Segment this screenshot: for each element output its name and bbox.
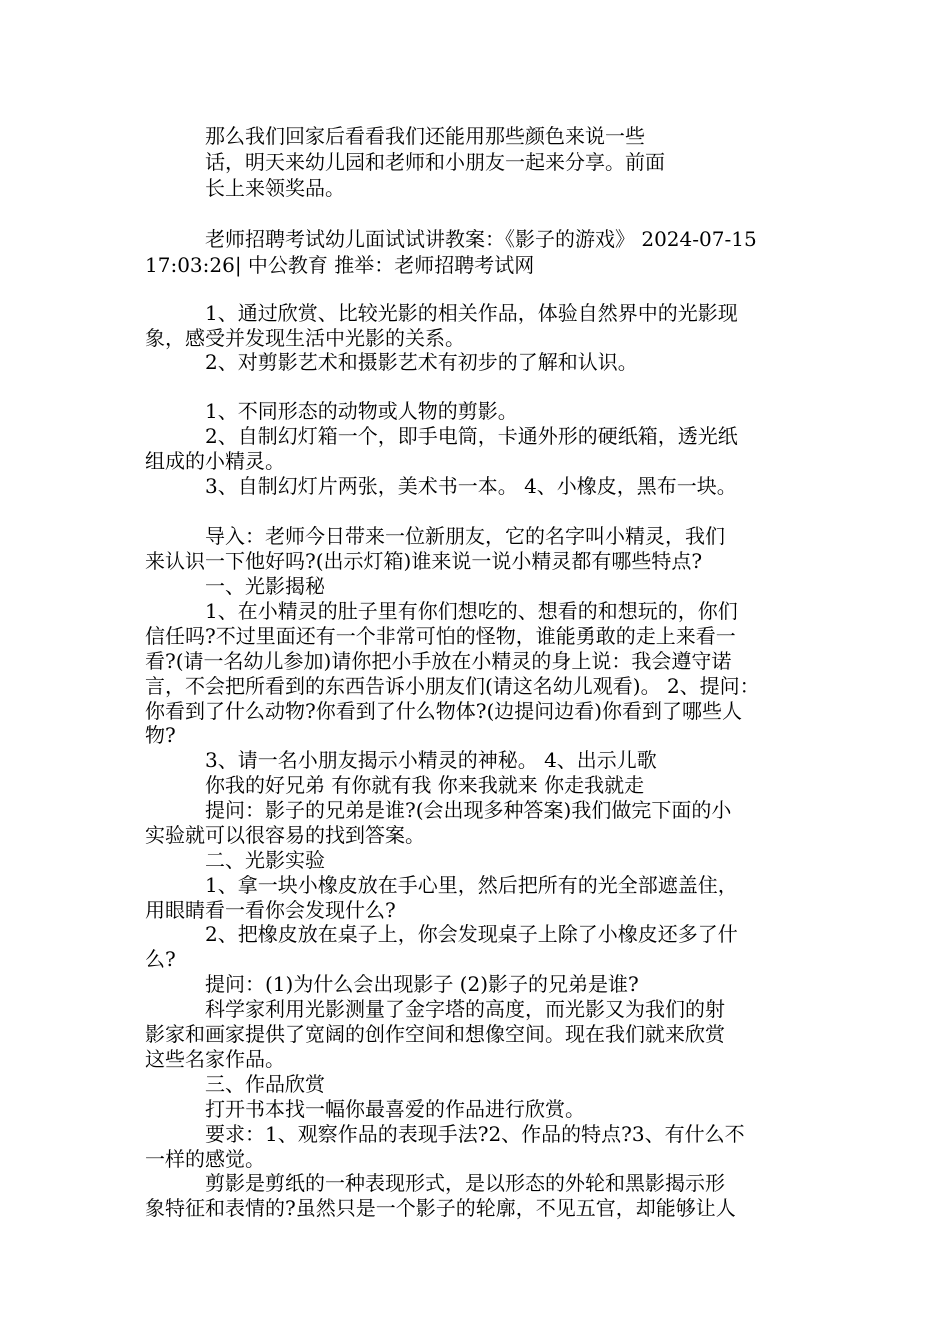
text-line: 你我的好兄弟 有你就有我 你来我就来 你走我就走 xyxy=(205,773,645,797)
text-line: 话，明天来幼儿园和老师和小朋友一起来分享。前面 xyxy=(205,150,665,174)
section-heading: 三、作品欣赏 xyxy=(205,1072,325,1096)
text-line: 1、通过欣赏、比较光影的相关作品，体验自然界中的光影现 xyxy=(205,301,738,325)
text-line: 那么我们回家后看看我们还能用那些颜色来说一些 xyxy=(205,124,645,148)
text-line: 长上来领奖品。 xyxy=(205,176,345,200)
text-line: 信任吗?不过里面还有一个非常可怕的怪物，谁能勇敢的走上来看一 xyxy=(145,624,736,648)
text-line: 3、自制幻灯片两张，美术书一本。 4、小橡皮，黑布一块。 xyxy=(205,474,737,498)
text-line: 物? xyxy=(145,723,176,747)
text-line: 象，感受并发现生活中光影的关系。 xyxy=(145,326,465,350)
text-line: 1、拿一块小橡皮放在手心里，然后把所有的光全部遮盖住， xyxy=(205,873,738,897)
text-line: 导入：老师今日带来一位新朋友，它的名字叫小精灵，我们 xyxy=(205,524,725,548)
text-line: 用眼睛看一看你会发现什么? xyxy=(145,898,396,922)
section-heading: 二、光影实验 xyxy=(205,848,325,872)
text-line: 要求：1、观察作品的表现手法?2、作品的特点?3、有什么不 xyxy=(205,1122,745,1146)
section-heading: 一、光影揭秘 xyxy=(205,574,325,598)
text-line: 3、请一名小朋友揭示小精灵的神秘。 4、出示儿歌 xyxy=(205,748,657,772)
article-meta: 17:03:26| 中公教育 推举：老师招聘考试网 xyxy=(145,253,535,277)
text-line: 提问：影子的兄弟是谁?(会出现多种答案)我们做完下面的小 xyxy=(205,798,732,822)
text-line: 来认识一下他好吗?(出示灯箱)谁来说一说小精灵都有哪些特点? xyxy=(145,549,703,573)
text-line: 科学家利用光影测量了金字塔的高度，而光影又为我们的射 xyxy=(205,997,725,1021)
article-title: 老师招聘考试幼儿面试试讲教案：《影子的游戏》 2024-07-15 xyxy=(205,227,757,251)
text-line: 打开书本找一幅你最喜爱的作品进行欣赏。 xyxy=(205,1097,585,1121)
text-line: 实验就可以很容易的找到答案。 xyxy=(145,823,425,847)
text-line: 剪影是剪纸的一种表现形式，是以形态的外轮和黑影揭示形 xyxy=(205,1171,725,1195)
text-line: 言，不会把所看到的东西告诉小朋友们(请这名幼儿观看)。 2、提问： xyxy=(145,674,760,698)
text-line: 影家和画家提供了宽阔的创作空间和想像空间。现在我们就来欣赏 xyxy=(145,1022,725,1046)
text-line: 看?(请一名幼儿参加)请你把小手放在小精灵的身上说：我会遵守诺 xyxy=(145,649,732,673)
text-line: 2、把橡皮放在桌子上，你会发现桌子上除了小橡皮还多了什 xyxy=(205,922,738,946)
text-line: 你看到了什么动物?你看到了什么物体?(边提问边看)你看到了哪些人 xyxy=(145,699,743,723)
text-line: 1、不同形态的动物或人物的剪影。 xyxy=(205,399,518,423)
text-line: 一样的感觉。 xyxy=(145,1147,265,1171)
text-line: 2、自制幻灯箱一个，即手电筒，卡通外形的硬纸箱，透光纸 xyxy=(205,424,738,448)
text-line: 这些名家作品。 xyxy=(145,1047,285,1071)
text-line: 2、对剪影艺术和摄影艺术有初步的了解和认识。 xyxy=(205,350,638,374)
text-line: 提问：(1)为什么会出现影子 (2)影子的兄弟是谁? xyxy=(205,972,639,996)
text-line: 1、在小精灵的肚子里有你们想吃的、想看的和想玩的，你们 xyxy=(205,599,738,623)
text-line: 么? xyxy=(145,947,176,971)
text-line: 组成的小精灵。 xyxy=(145,449,285,473)
text-line: 象特征和表情的?虽然只是一个影子的轮廓，不见五官，却能够让人 xyxy=(145,1196,736,1220)
